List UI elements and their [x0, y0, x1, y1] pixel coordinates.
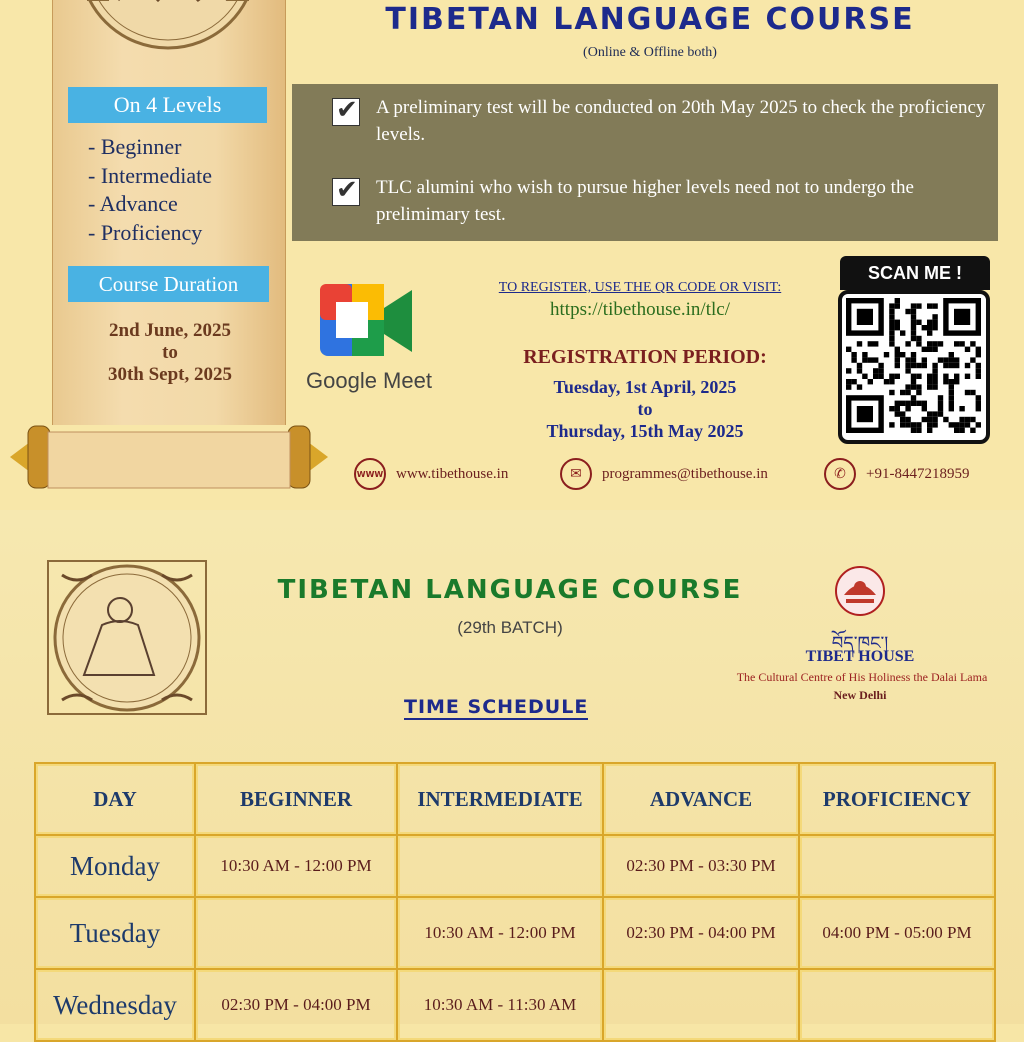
time-cell: 02:30 PM - 04:00 PM: [603, 897, 799, 969]
time-cell: 10:30 AM - 12:00 PM: [195, 835, 397, 897]
qr-code-icon: [842, 294, 986, 440]
org-name: TIBET HOUSE: [805, 648, 915, 665]
day-cell: Tuesday: [35, 897, 195, 969]
page-title: TIBETAN LANGUAGE COURSE: [385, 2, 915, 37]
duration-end: 30th Sept, 2025: [107, 364, 233, 385]
google-meet-label: Google Meet: [306, 368, 432, 393]
table-header-row: [35, 763, 995, 835]
table-row: [35, 969, 995, 1041]
duration-header: Course Duration: [68, 266, 269, 302]
duration-dates: [70, 320, 270, 386]
registration-period-dates: [470, 376, 820, 442]
schedule-title: TIME SCHEDULE: [404, 696, 589, 718]
whatsapp-icon: ✆: [824, 458, 856, 490]
google-meet-icon: [318, 282, 414, 360]
website-text: www.tibethouse.in: [396, 465, 509, 482]
time-cell: 02:30 PM - 04:00 PM: [195, 969, 397, 1041]
period-end: Thursday, 15th May 2025: [546, 421, 744, 441]
duration-start: 2nd June, 2025: [109, 320, 231, 341]
day-cell: Monday: [35, 835, 195, 897]
checkbox-icon: ✔: [332, 178, 360, 206]
checkbox-icon: ✔: [332, 98, 360, 126]
level-item: - Advance: [88, 191, 178, 216]
info-box: [292, 84, 998, 241]
time-cell: 10:30 AM - 11:30 AM: [397, 969, 603, 1041]
mail-icon: ✉: [560, 458, 592, 490]
medallion-icon: [78, 0, 258, 70]
batch-label: (29th BATCH): [457, 618, 563, 637]
qr-code[interactable]: [838, 290, 990, 444]
time-cell: 04:00 PM - 05:00 PM: [799, 897, 995, 969]
scan-me-label: SCAN ME !: [840, 256, 990, 290]
time-cell: [397, 835, 603, 897]
period-to: to: [637, 399, 653, 419]
register-instruction: TO REGISTER, USE THE QR CODE OR VISIT:: [498, 280, 782, 295]
table-row: [35, 897, 995, 969]
column-header: BEGINNER: [195, 763, 397, 835]
level-item: - Beginner: [88, 134, 182, 159]
levels-header: On 4 Levels: [68, 87, 267, 123]
column-header: ADVANCE: [603, 763, 799, 835]
tibetan-name: བོད་ཁང་།: [831, 633, 889, 654]
scroll-roll-icon: [10, 418, 328, 496]
level-item: - Intermediate: [88, 162, 212, 188]
schedule-table: [34, 762, 996, 1042]
register-link[interactable]: https://tibethouse.in/tlc/: [550, 299, 730, 320]
org-city: New Delhi: [833, 688, 887, 702]
table-row: [35, 835, 995, 897]
time-cell: 02:30 PM - 03:30 PM: [603, 835, 799, 897]
column-header: PROFICIENCY: [799, 763, 995, 835]
contact-phone[interactable]: [824, 458, 969, 490]
time-cell: [603, 969, 799, 1041]
time-cell: [195, 897, 397, 969]
contact-email[interactable]: [560, 458, 768, 490]
level-item: - Proficiency: [88, 219, 203, 245]
schedule-page-title: TIBETAN LANGUAGE COURSE: [277, 575, 743, 605]
page-subtitle: (Online & Offline both): [583, 45, 717, 60]
time-cell: [799, 969, 995, 1041]
phone-text: +91-8447218959: [866, 465, 970, 482]
time-cell: 10:30 AM - 12:00 PM: [397, 897, 603, 969]
column-header: INTERMEDIATE: [397, 763, 603, 835]
tibet-house-logo-icon: [832, 565, 888, 617]
info-item-1: A preliminary test will be conducted on 20th May 2025 to check the proficiency levels.: [376, 97, 986, 145]
period-start: Tuesday, 1st April, 2025: [553, 377, 737, 397]
org-subtitle: The Cultural Centre of His Holiness the Dalai Lama: [736, 670, 988, 684]
email-text: programmes@tibethouse.in: [602, 465, 768, 482]
registration-period-title: REGISTRATION PERIOD:: [523, 346, 767, 368]
levels-list: [88, 133, 212, 247]
day-cell: Wednesday: [35, 969, 195, 1041]
time-cell: [799, 835, 995, 897]
globe-icon: WWW: [354, 458, 386, 490]
column-header: DAY: [35, 763, 195, 835]
portrait-medallion-icon: [42, 555, 212, 720]
info-item-2: TLC alumini who wish to pursue higher levels need not to undergo the prelimimary test.: [376, 177, 914, 225]
duration-to: to: [162, 342, 178, 363]
contact-website[interactable]: [354, 458, 508, 490]
